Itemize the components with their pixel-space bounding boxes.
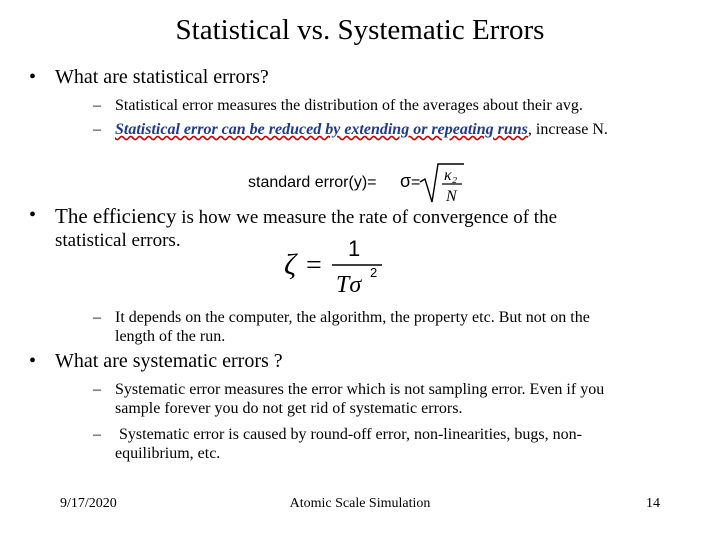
sub-bullet-sampling xyxy=(93,380,605,418)
bullet-systematic-errors xyxy=(29,350,283,373)
bullet-text: What are statistical errors? xyxy=(55,66,269,88)
sub-bullet-depends xyxy=(93,308,590,346)
sub-bullet-text: , increase N. xyxy=(527,121,608,138)
sub-bullet-text: It depends on the computer, the algorithm, the property etc. But not on the xyxy=(115,309,590,326)
sub-bullet-reduction xyxy=(93,120,608,139)
bullet-efficiency-continued xyxy=(55,230,181,252)
formula-efficiency-graphic xyxy=(282,230,392,300)
formula-numerator: 1 xyxy=(348,236,361,261)
sub-bullet-causes xyxy=(93,425,582,463)
footer-title: Atomic Scale Simulation xyxy=(289,496,431,511)
sub-bullet-text-cont: equilibrium, etc. xyxy=(115,445,221,462)
dash-marker: – xyxy=(93,309,101,326)
bullet-dot: • xyxy=(29,66,37,88)
formula-lhs: standard error(y)= xyxy=(248,174,377,191)
formula-zeta: ζ xyxy=(284,248,297,281)
footer-date: 9/17/2020 xyxy=(60,496,117,511)
sub-bullet-text-cont: length of the run. xyxy=(115,328,226,345)
dash-marker: – xyxy=(93,381,101,398)
formula-numerator: κ₂ xyxy=(444,167,458,184)
sub-bullet-text: Systematic error is caused by round-off error, non-linearities, bugs, non- xyxy=(115,426,582,443)
sub-bullet-distribution xyxy=(93,96,583,115)
bullet-statistical-errors xyxy=(29,66,269,89)
sub-bullet-text-cont: sample forever you do not get rid of systematic errors. xyxy=(115,400,463,417)
bullet-text: is how we measure the rate of convergence of the xyxy=(176,207,558,228)
dash-marker: – xyxy=(93,426,101,443)
sub-bullet-text: Statistical error measures the distribution of the averages about their avg. xyxy=(115,97,583,114)
sub-bullet-text: Systematic error measures the error which is not sampling error. Even if you xyxy=(115,381,605,398)
formula-equals: = xyxy=(306,250,322,281)
bullet-text-efficiency: The efficiency xyxy=(55,204,177,228)
dash-marker: – xyxy=(93,97,101,114)
bullet-dot: • xyxy=(29,204,37,226)
formula-standard-error-graphic xyxy=(248,160,478,210)
dash-marker: – xyxy=(93,121,101,138)
emphasized-text: Statistical error can be reduced by extending or repeating runs xyxy=(115,121,528,138)
formula-sigma: σ xyxy=(400,171,412,191)
footer-page-number: 14 xyxy=(646,496,660,511)
bullet-efficiency xyxy=(29,204,558,229)
sqrt-sign xyxy=(420,164,464,202)
bullet-text: What are systematic errors ? xyxy=(55,350,283,372)
bullet-dot: • xyxy=(29,350,37,372)
formula-exponent: 2 xyxy=(370,265,378,280)
formula-denominator: N xyxy=(446,188,457,205)
formula-efficiency xyxy=(282,230,392,305)
bullet-text: statistical errors. xyxy=(55,230,181,251)
formula-equals: = xyxy=(411,174,421,191)
slide-title: Statistical vs. Systematic Errors xyxy=(175,14,545,46)
formula-denominator: Tσ xyxy=(336,272,362,298)
